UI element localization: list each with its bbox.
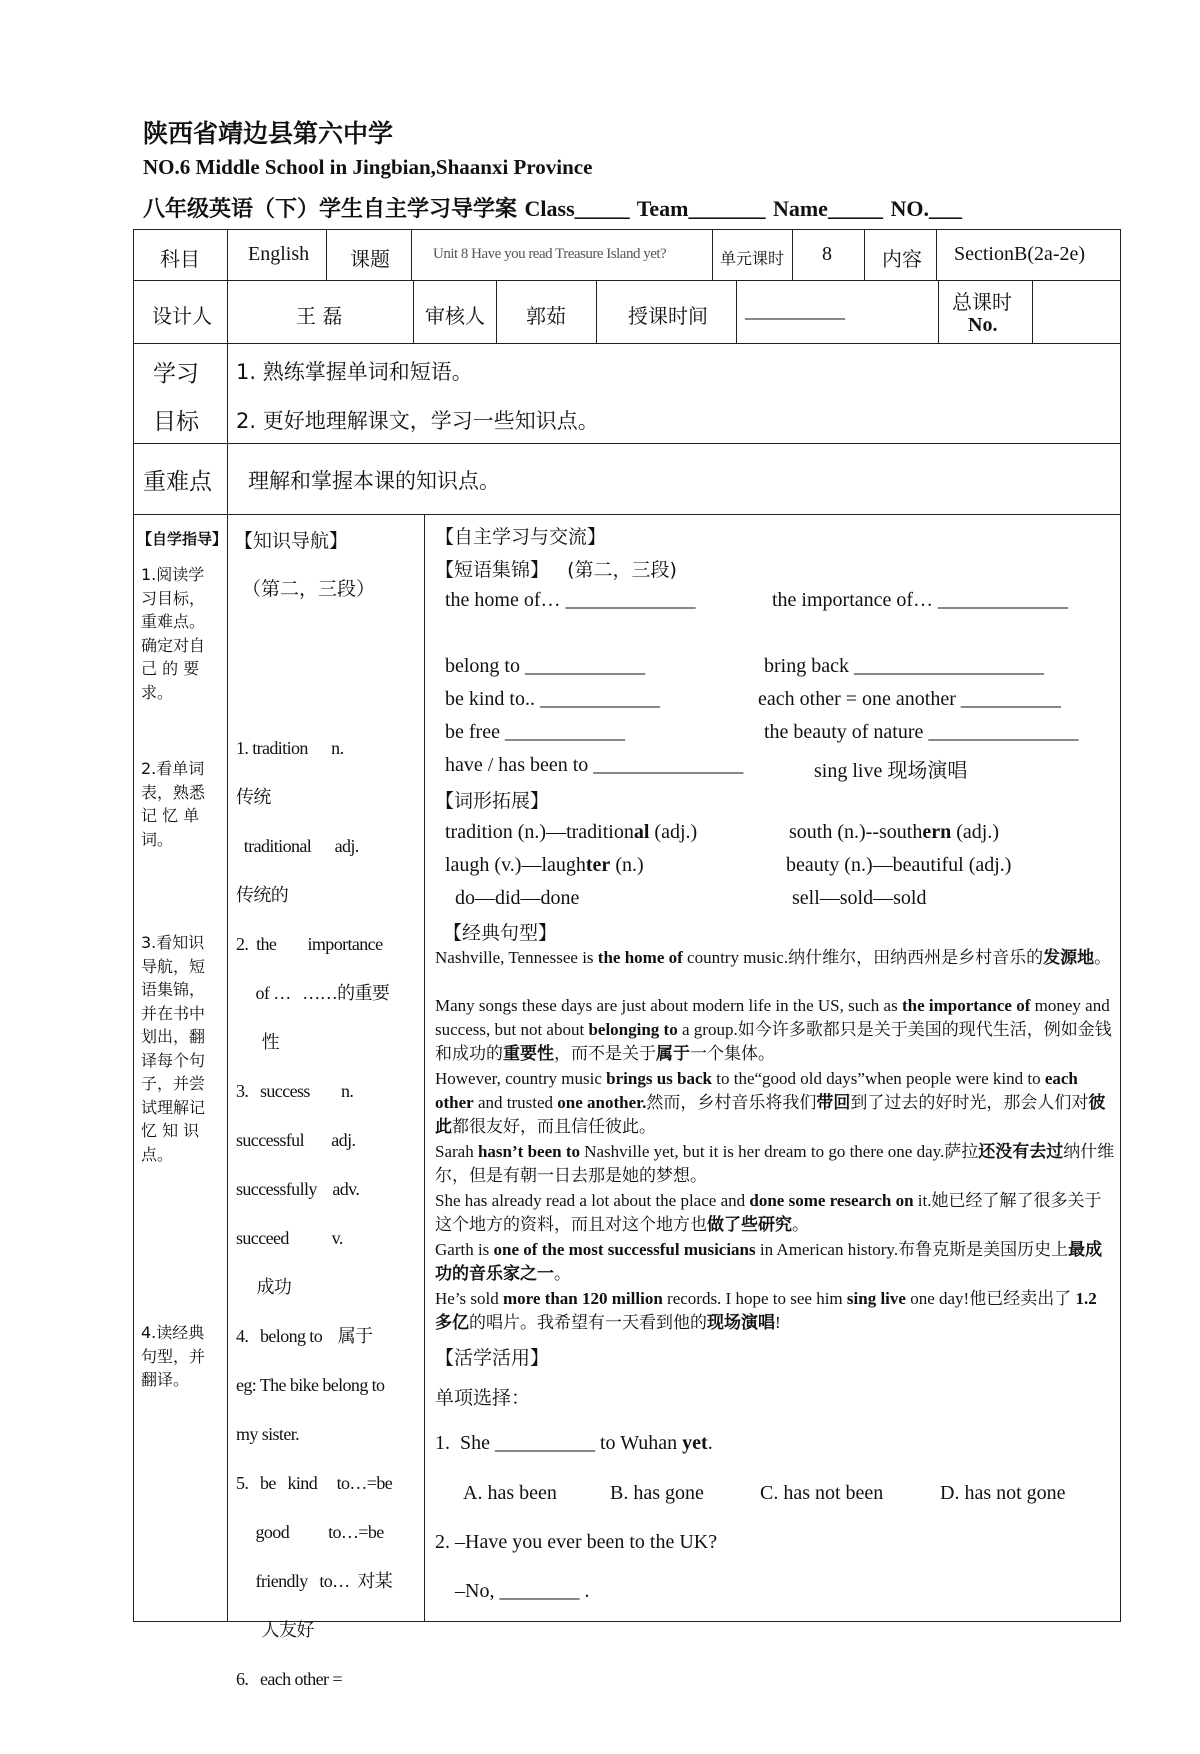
guide-step-1: 1.阅读学 习目标， 重难点。 确定对自 己 的 要 求。 bbox=[141, 565, 206, 702]
q1-option-b[interactable]: B. has gone bbox=[610, 1482, 704, 1504]
goals-label-2: 目标 bbox=[153, 409, 199, 435]
sentence-1: Nashville, Tennessee is the home of country music.纳什维尔，田纳西州是乡村音乐的发源地。 bbox=[435, 948, 1112, 967]
sentence-6: Garth is one of the most successful musicians in American history.布鲁克斯是美国历史上最成功的音乐家之一。 bbox=[435, 1240, 1103, 1283]
total-no: No. bbox=[968, 314, 998, 336]
form-3a: do—did—done bbox=[455, 887, 580, 909]
total-label: 总课时 bbox=[952, 290, 1012, 314]
practice-title: 【活学活用】 bbox=[435, 1347, 550, 1369]
phrases-title: 【短语集锦】 (第二，三段) bbox=[435, 559, 677, 581]
q1-option-a[interactable]: A. has been bbox=[463, 1482, 557, 1504]
guide-title: 【自学指导】 bbox=[137, 530, 228, 548]
nav-title: 【知识导航】 bbox=[234, 530, 349, 552]
sentences-title: 【经典句型】 bbox=[443, 922, 558, 944]
question-1: 1. She __________ to Wuhan yet. bbox=[435, 1432, 713, 1454]
question-2: 2. –Have you ever been to the UK? bbox=[435, 1531, 718, 1553]
time-label: 授课时间 bbox=[628, 304, 708, 328]
key-text: 理解和掌握本课的知识点。 bbox=[248, 469, 500, 493]
content-value: SectionB(2a-2e) bbox=[954, 243, 1086, 265]
phrase-4a: be free ____________ bbox=[445, 721, 625, 743]
goal-item-1: 1. 熟练掌握单词和短语。 bbox=[236, 360, 473, 384]
school-name-en: NO.6 Middle School in Jingbian,Shaanxi Province bbox=[143, 155, 593, 179]
worksheet-title: 八年级英语（下）学生自主学习导学案 Class_____ Team_______ Name_____ NO.___ bbox=[143, 196, 962, 221]
phrase-3a: be kind to.. ____________ bbox=[445, 688, 660, 710]
reviewer-value: 郭茹 bbox=[526, 304, 566, 328]
form-1b: south (n.)--southern (adj.) bbox=[789, 821, 999, 843]
phrase-3b: each other = one another __________ bbox=[758, 688, 1061, 710]
phrase-2a: belong to ____________ bbox=[445, 655, 645, 677]
phrase-1b: the importance of… _____________ bbox=[772, 589, 1069, 611]
sentence-3: However, country music brings us back to the“good old days”when people were kind to each other and trusted one another.然而，乡村音乐将我们带回到了过去的好时光，那会人们对彼此都很友好，而且信任彼此。 bbox=[435, 1069, 1106, 1136]
q1-option-c[interactable]: C. has not been bbox=[760, 1482, 884, 1504]
guide-step-2: 2.看单词 表，熟悉 记 忆 单 词。 bbox=[141, 759, 206, 849]
form-2b: beauty (n.)—beautiful (adj.) bbox=[786, 854, 1012, 876]
sentence-5: She has already read a lot about the place and done some research on it.她已经了解了很多关于这个地方的资料，而且对这个地方也做了些研究。 bbox=[435, 1191, 1102, 1234]
time-value[interactable]: __________ bbox=[745, 300, 845, 322]
form-2a: laugh (v.)—laughter (n.) bbox=[445, 854, 644, 876]
topic-value: Unit 8 Have you read Treasure Island yet? bbox=[433, 246, 667, 262]
designer-value: 王 磊 bbox=[296, 304, 343, 328]
phrase-1a: the home of… _____________ bbox=[445, 589, 696, 611]
guide-step-4: 4.读经典 句型，并 翻译。 bbox=[141, 1323, 206, 1389]
reviewer-label: 审核人 bbox=[425, 304, 485, 328]
phrase-5a: have / has been to _______________ bbox=[445, 754, 744, 776]
goals-label-1: 学习 bbox=[153, 361, 199, 387]
phrase-2b: bring back ___________________ bbox=[764, 655, 1044, 677]
phrase-4b: the beauty of nature _______________ bbox=[764, 721, 1079, 743]
choice-title: 单项选择： bbox=[435, 1387, 531, 1409]
sentence-7: He’s sold more than 120 million records. I hope to see him sing live one day!他已经卖出了 1.2 多亿的唱片。我希望有一天看到他的现场演唱! bbox=[435, 1289, 1097, 1332]
subject-label: 科目 bbox=[160, 247, 200, 271]
unit-label: 单元课时 bbox=[720, 249, 785, 268]
form-3b: sell—sold—sold bbox=[792, 887, 927, 909]
sentence-4: Sarah hasn’t been to Nashville yet, but it is her dream to go there one day.萨拉还没有去过纳什维尔，但是有朝一日去那是她的梦想。 bbox=[435, 1142, 1115, 1185]
forms-title: 【词形拓展】 bbox=[435, 790, 550, 812]
phrase-5b: sing live 现场演唱 bbox=[814, 760, 968, 782]
content-label: 内容 bbox=[882, 247, 922, 271]
topic-label: 课题 bbox=[350, 247, 390, 271]
goal-item-2: 2. 更好地理解课文，学习一些知识点。 bbox=[236, 409, 599, 433]
guide-step-3: 3.看知识 导航，短 语集锦， 并在书中 划出，翻 译每个句 子，并尝 试理解记 忆 知 识 点。 bbox=[141, 933, 206, 1164]
form-1a: tradition (n.)—traditional (adj.) bbox=[445, 821, 698, 843]
school-name-cn: 陕西省靖边县第六中学 bbox=[143, 119, 394, 148]
main-title: 【自主学习与交流】 bbox=[435, 526, 607, 548]
designer-label: 设计人 bbox=[152, 304, 212, 328]
q1-option-d[interactable]: D. has not gone bbox=[940, 1482, 1066, 1504]
nav-list: 1. tradition n. 传统 traditional adj. 传统的 2. the importance of … ……的重要 性 3. success n. successful adj. successfully adv. succeed v. 成功 4. belong to 属于 eg: The bike belong to my sister. 5. be kind to…=be good to…=be friendly to… 对某 人友好 6. each other = bbox=[236, 738, 393, 1689]
nav-sub: （第二，三段） bbox=[242, 578, 376, 600]
question-2-answer[interactable]: –No, ________ . bbox=[455, 1580, 590, 1602]
subject-value: English bbox=[248, 243, 310, 265]
sentence-2: Many songs these days are just about modern life in the US, such as the importance of money and success, but not about belonging to a group.如今许多歌都只是关于美国的现代生活，例如金钱和成功的重要性，而不是关于属于一个集体。 bbox=[435, 996, 1112, 1063]
key-label: 重难点 bbox=[143, 469, 212, 495]
unit-value: 8 bbox=[822, 243, 832, 265]
